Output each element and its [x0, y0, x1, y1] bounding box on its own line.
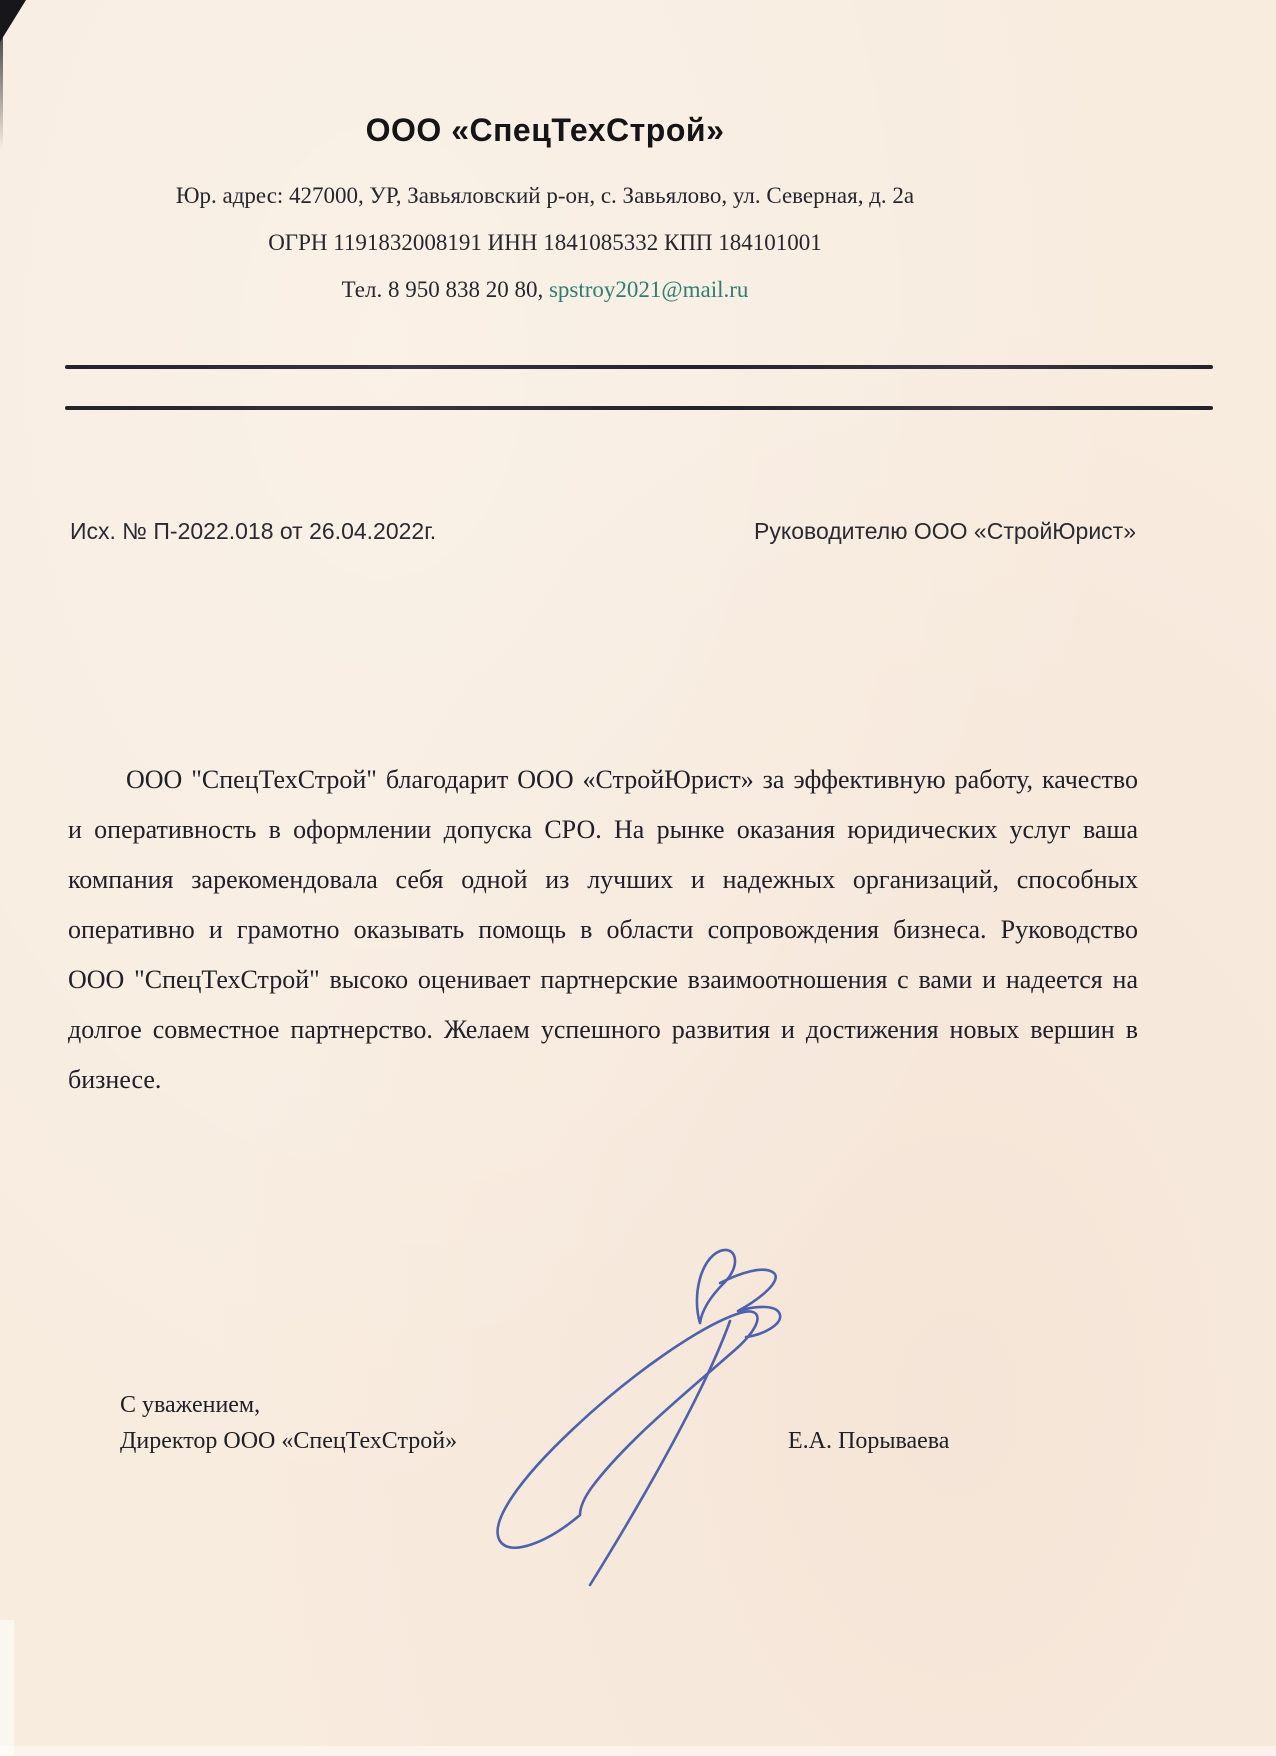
phone-number: Тел. 8 950 838 20 80,: [341, 277, 549, 302]
addressee: Руководителю ООО «СтройЮрист»: [754, 518, 1136, 544]
registration-numbers-line: ОГРН 1191832008191 ИНН 1841085332 КПП 184101001: [268, 230, 822, 255]
scan-corner-artifact: [0, 0, 26, 42]
letterhead-divider-top: [65, 365, 1213, 369]
closing-salutation: С уважением,: [120, 1392, 261, 1418]
scan-edge-highlight-left: [0, 1620, 14, 1756]
reference-row: [70, 518, 1136, 545]
letter-body-paragraph: ООО "СпецТехСтрой" благодарит ООО «СтройЮрист» за эффективную работу, качество и оперативность в оформлении допуска СРО. На рынке оказания юридических услуг ваша компания зарекомендовала себя одной из лучших и надежных организаций, способных оперативно и грамотно оказывать помощь в области сопровождения бизнеса. Руководство ООО "СпецТехСтрой" высоко оценивает партнерские взаимоотношения с вами и надеется на долгое совместное партнерство. Желаем успешного развития и достижения новых вершин в бизнесе.: [68, 765, 1138, 1094]
letterhead-divider-bottom: [65, 406, 1213, 410]
contact-line: [0, 277, 1090, 303]
legal-address-line: Юр. адрес: 427000, УР, Завьяловский р-он, с. Завьялово, ул. Северная, д. 2а: [175, 183, 915, 208]
email-link[interactable]: spstroy2021@mail.ru: [548, 277, 749, 302]
outgoing-number: Исх. № П-2022.018 от 26.04.2022г.: [70, 518, 437, 544]
signatory-title: Директор ООО «СпецТехСтрой»: [120, 1428, 458, 1454]
signatory-name: Е.А. Порываева: [788, 1428, 950, 1454]
scan-edge-highlight-bottom: [0, 1746, 1276, 1756]
handwritten-signature: [462, 1225, 792, 1600]
company-name-heading: ООО «СпецТехСтрой»: [365, 112, 725, 148]
